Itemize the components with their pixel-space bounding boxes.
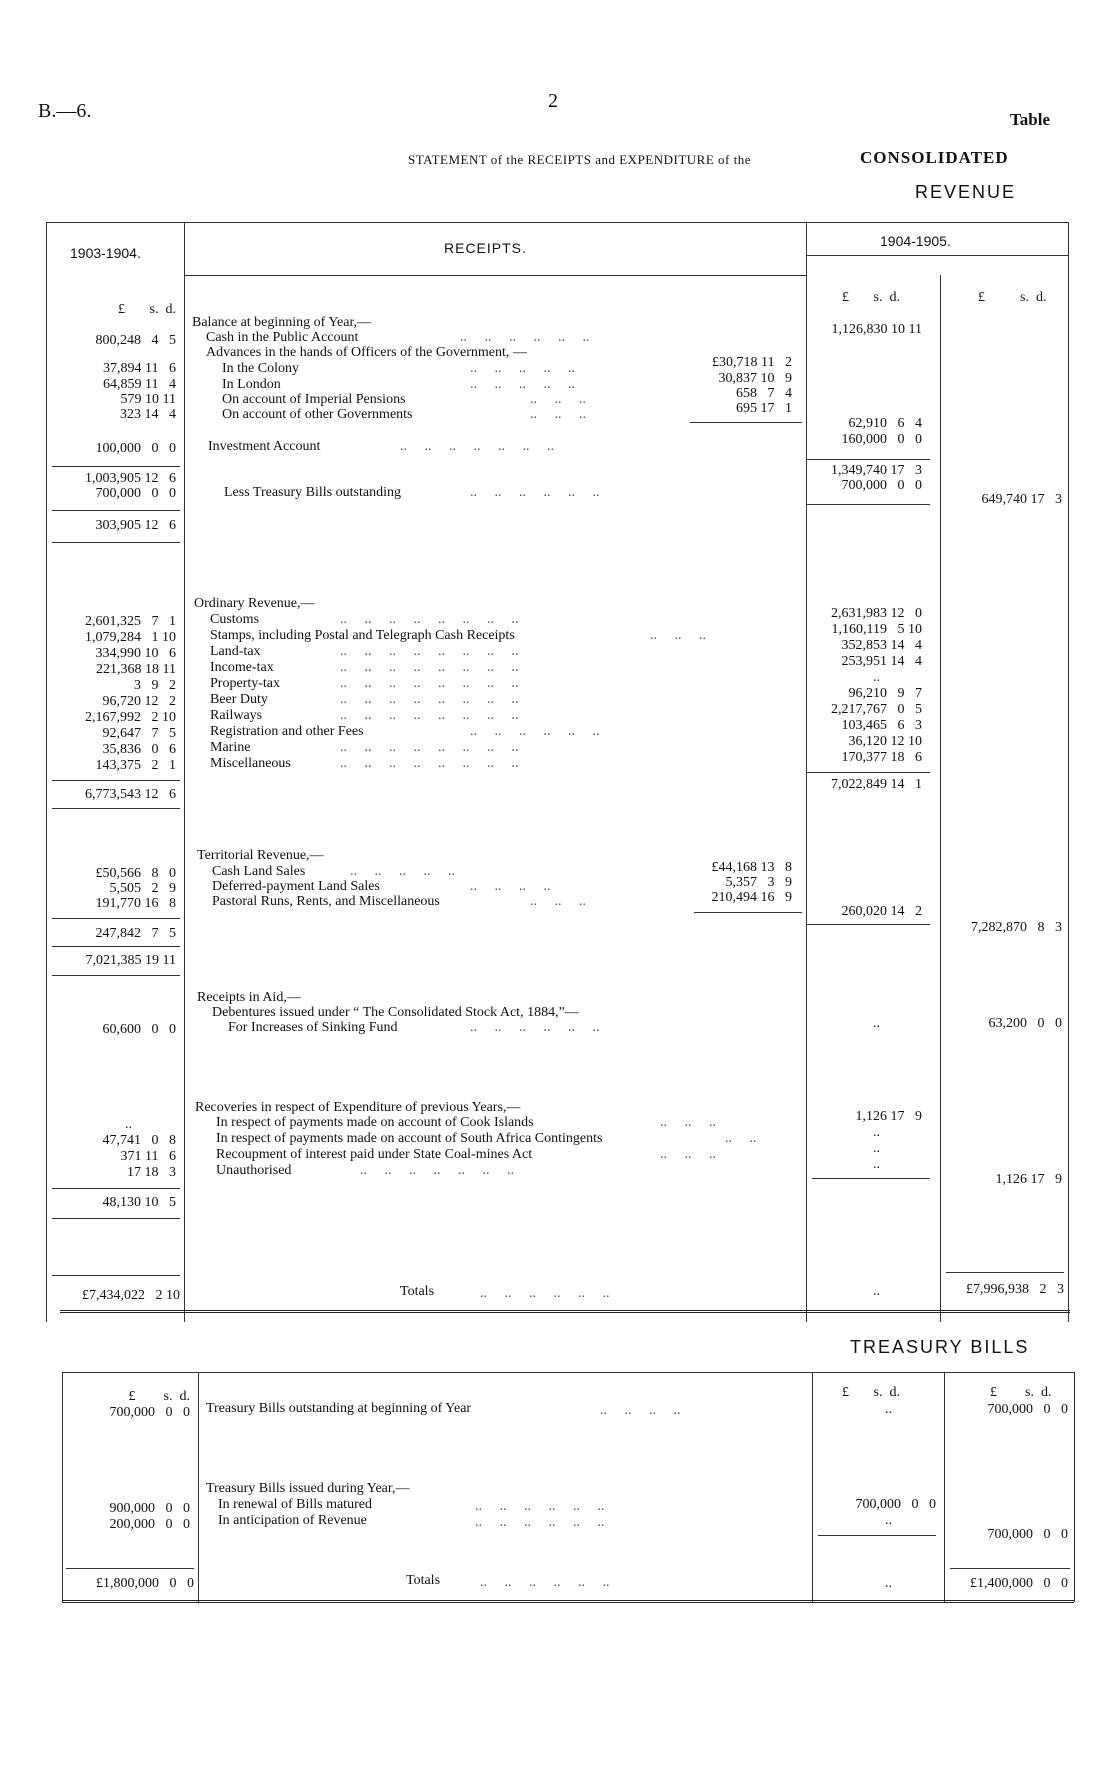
ordinary-label: Miscellaneous <box>210 756 291 771</box>
column-right-year: 1904-1905. <box>880 233 951 249</box>
aid-line1: Debentures issued under “ The Consolidated Stock Act, 1884,”— <box>212 1005 579 1020</box>
advances-mid: 62,910 6 4 <box>848 416 922 431</box>
aid-line2: For Increases of Sinking Fund <box>228 1020 398 1035</box>
territorial-label: Deferred-payment Land Sales <box>212 879 380 894</box>
net-left: 303,905 12 6 <box>95 518 176 533</box>
treasury-issued-mid: 700,000 0 0 <box>855 1497 936 1512</box>
advance-left: 323 14 4 <box>120 407 176 422</box>
ordinary-mid: 170,377 18 6 <box>841 750 922 765</box>
territorial-heading: Territorial Revenue,— <box>197 848 324 863</box>
treasury-issued-heading: Treasury Bills issued during Year,— <box>206 1481 410 1496</box>
ordinary-mid: 103,465 6 3 <box>841 718 922 733</box>
recoveries-mid: .. <box>873 1125 880 1140</box>
ordinary-left: 221,368 18 11 <box>96 662 176 677</box>
aid-right: 63,200 0 0 <box>988 1016 1062 1031</box>
ordinary-left: 2,167,992 2 10 <box>85 710 176 725</box>
territorial-left: 5,505 2 9 <box>109 881 176 896</box>
balance-heading: Balance at beginning of Year,— <box>192 315 372 330</box>
ordinary-mid: 2,217,767 0 5 <box>831 702 922 717</box>
page-number: 2 <box>548 90 558 112</box>
treasury-outstanding-left: 700,000 0 0 <box>109 1405 190 1420</box>
recoveries-heading: Recoveries in respect of Expenditure of previous Years,— <box>195 1100 521 1115</box>
recoveries-total-left: 48,130 10 5 <box>102 1195 176 1210</box>
running-total-left: 7,021,385 19 11 <box>85 953 176 968</box>
advance-label: On account of Imperial Pensions <box>222 392 406 407</box>
totals-right: £7,996,938 2 3 <box>966 1282 1064 1297</box>
advance-left: 37,894 11 6 <box>103 361 176 376</box>
recoveries-label: Unauthorised <box>216 1163 292 1178</box>
territorial-total-left: 247,842 7 5 <box>95 926 176 941</box>
territorial-left: £50,566 8 0 <box>95 866 176 881</box>
advance-left: 579 10 11 <box>120 392 176 407</box>
advance-label: In the Colony <box>222 361 299 376</box>
territorial-total-mid: 260,020 14 2 <box>841 904 922 919</box>
ordinary-left: 92,647 7 5 <box>102 726 176 741</box>
ordinary-total-left: 6,773,543 12 6 <box>85 787 176 802</box>
treasury-outstanding-mid: .. <box>885 1402 892 1417</box>
treasury-issued-label: In anticipation of Revenue <box>218 1513 367 1528</box>
table-label: Table <box>1010 110 1051 129</box>
recoveries-left: 47,741 0 8 <box>102 1133 176 1148</box>
ordinary-label: Property-tax <box>210 676 280 691</box>
ordinary-mid: 96,210 9 7 <box>848 686 922 701</box>
aid-mid: .. <box>873 1016 880 1031</box>
recoveries-mid: .. <box>873 1141 880 1156</box>
advance-sub: 658 7 4 <box>736 386 792 401</box>
aid-left: 60,600 0 0 <box>102 1022 176 1037</box>
ordinary-total-mid: 7,022,849 14 1 <box>831 777 922 792</box>
recoveries-label: In respect of payments made on account of South Africa Contingents <box>216 1131 603 1146</box>
currency-header-left: £ s. d. <box>118 302 176 317</box>
territorial-sub: 210,494 16 9 <box>711 890 792 905</box>
territorial-sub: £44,168 13 8 <box>711 860 792 875</box>
territorial-label: Cash Land Sales <box>212 864 306 879</box>
ordinary-label: Land-tax <box>210 644 261 659</box>
ordinary-mid: 1,160,119 5 10 <box>831 622 922 637</box>
treasury-outstanding-label: Treasury Bills outstanding at beginning of Year <box>206 1401 472 1416</box>
subtotal-left: 1,003,905 12 6 <box>85 471 176 486</box>
ordinary-mid: 36,120 12 10 <box>848 734 922 749</box>
recoveries-label: Recoupment of interest paid under State Coal-mines Act <box>216 1147 533 1162</box>
column-left-year: 1903-1904. <box>70 245 141 261</box>
net-right: 649,740 17 3 <box>981 492 1062 507</box>
advance-sub: 30,837 10 9 <box>718 371 792 386</box>
treasury-totals-mid: .. <box>885 1576 892 1591</box>
currency-header-right: £ s. d. <box>978 290 1047 305</box>
advance-sub: 695 17 1 <box>736 401 792 416</box>
statement-title: STATEMENT of the RECEIPTS and EXPENDITURE of the <box>408 152 751 167</box>
treasury-title: TREASURY BILLS <box>850 1337 1030 1357</box>
advance-label: On account of other Governments <box>222 407 413 422</box>
advance-sub: £30,718 11 2 <box>712 355 792 370</box>
recoveries-mid: .. <box>873 1157 880 1172</box>
ordinary-left: 143,375 2 1 <box>95 758 176 773</box>
recoveries-total-right: 1,126 17 9 <box>995 1172 1062 1187</box>
ordinary-left: 334,990 10 6 <box>95 646 176 661</box>
revenue-label: REVENUE <box>915 182 1017 202</box>
aid-heading: Receipts in Aid,— <box>197 990 301 1005</box>
document-reference: B.—6. <box>38 100 92 122</box>
totals-label: Totals <box>400 1284 435 1299</box>
ordinary-label: Stamps, including Postal and Telegraph Cash Receipts <box>210 628 515 643</box>
territorial-combined-right: 7,282,870 8 3 <box>971 920 1062 935</box>
less-mid: 700,000 0 0 <box>841 478 922 493</box>
ordinary-left: 3 9 2 <box>134 678 176 693</box>
territorial-left: 191,770 16 8 <box>95 896 176 911</box>
treasury-totals-label: Totals <box>406 1573 441 1588</box>
recoveries-left: .. <box>125 1117 132 1132</box>
ordinary-label: Marine <box>210 740 251 755</box>
ordinary-mid: 352,853 14 4 <box>841 638 922 653</box>
ordinary-label: Registration and other Fees <box>210 724 364 739</box>
territorial-sub: 5,357 3 9 <box>725 875 792 890</box>
treasury-issued-right: 700,000 0 0 <box>987 1527 1068 1542</box>
territorial-label: Pastoral Runs, Rents, and Miscellaneous <box>212 894 440 909</box>
cash-left: 800,248 4 5 <box>95 333 176 348</box>
subtotal-mid: 1,349,740 17 3 <box>831 463 922 478</box>
treasury-currency-mid: £ s. d. <box>842 1385 900 1400</box>
treasury-currency-left: £ s. d. <box>128 1389 190 1404</box>
advance-label: In London <box>222 377 281 392</box>
currency-header-mid: £ s. d. <box>842 290 900 305</box>
less-label: Less Treasury Bills outstanding <box>224 485 401 500</box>
ordinary-label: Income-tax <box>210 660 274 675</box>
treasury-totals-right: £1,400,000 0 0 <box>970 1576 1068 1591</box>
ordinary-label: Beer Duty <box>210 692 268 707</box>
recoveries-label: In respect of payments made on account of Cook Islands <box>216 1115 534 1130</box>
ordinary-left: 2,601,325 7 1 <box>85 614 176 629</box>
ordinary-left: 96,720 12 2 <box>102 694 176 709</box>
investment-left: 100,000 0 0 <box>95 441 176 456</box>
ordinary-label: Customs <box>210 612 260 627</box>
ordinary-left: 1,079,284 1 10 <box>85 630 176 645</box>
ordinary-mid: 2,631,983 12 0 <box>831 606 922 621</box>
totals-left: £7,434,022 2 10 <box>82 1288 180 1303</box>
ordinary-mid: 253,951 14 4 <box>841 654 922 669</box>
statement-title-bold: CONSOLIDATED <box>860 148 1009 167</box>
recoveries-left: 17 18 3 <box>127 1165 176 1180</box>
advances-heading: Advances in the hands of Officers of the Government, — <box>206 345 527 360</box>
cash-mid: 1,126,830 10 11 <box>831 322 922 337</box>
column-receipts: RECEIPTS. <box>444 240 527 256</box>
ordinary-label: Railways <box>210 708 263 723</box>
treasury-outstanding-right: 700,000 0 0 <box>987 1402 1068 1417</box>
investment-mid: 160,000 0 0 <box>841 432 922 447</box>
recoveries-mid: 1,126 17 9 <box>855 1109 922 1124</box>
treasury-issued-left: 200,000 0 0 <box>109 1517 190 1532</box>
treasury-currency-right: £ s. d. <box>990 1385 1052 1400</box>
recoveries-left: 371 11 6 <box>120 1149 176 1164</box>
ordinary-left: 35,836 0 6 <box>102 742 176 757</box>
totals-mid: .. <box>873 1284 880 1299</box>
advance-left: 64,859 11 4 <box>103 377 176 392</box>
treasury-issued-label: In renewal of Bills matured <box>218 1497 372 1512</box>
ordinary-mid: .. <box>873 670 880 685</box>
less-left: 700,000 0 0 <box>95 486 176 501</box>
treasury-totals-left: £1,800,000 0 0 <box>96 1576 194 1591</box>
investment-label: Investment Account <box>208 439 321 454</box>
treasury-issued-mid: .. <box>885 1513 892 1528</box>
treasury-issued-left: 900,000 0 0 <box>109 1501 190 1516</box>
ordinary-heading: Ordinary Revenue,— <box>194 596 315 611</box>
cash-label: Cash in the Public Account <box>206 330 359 345</box>
